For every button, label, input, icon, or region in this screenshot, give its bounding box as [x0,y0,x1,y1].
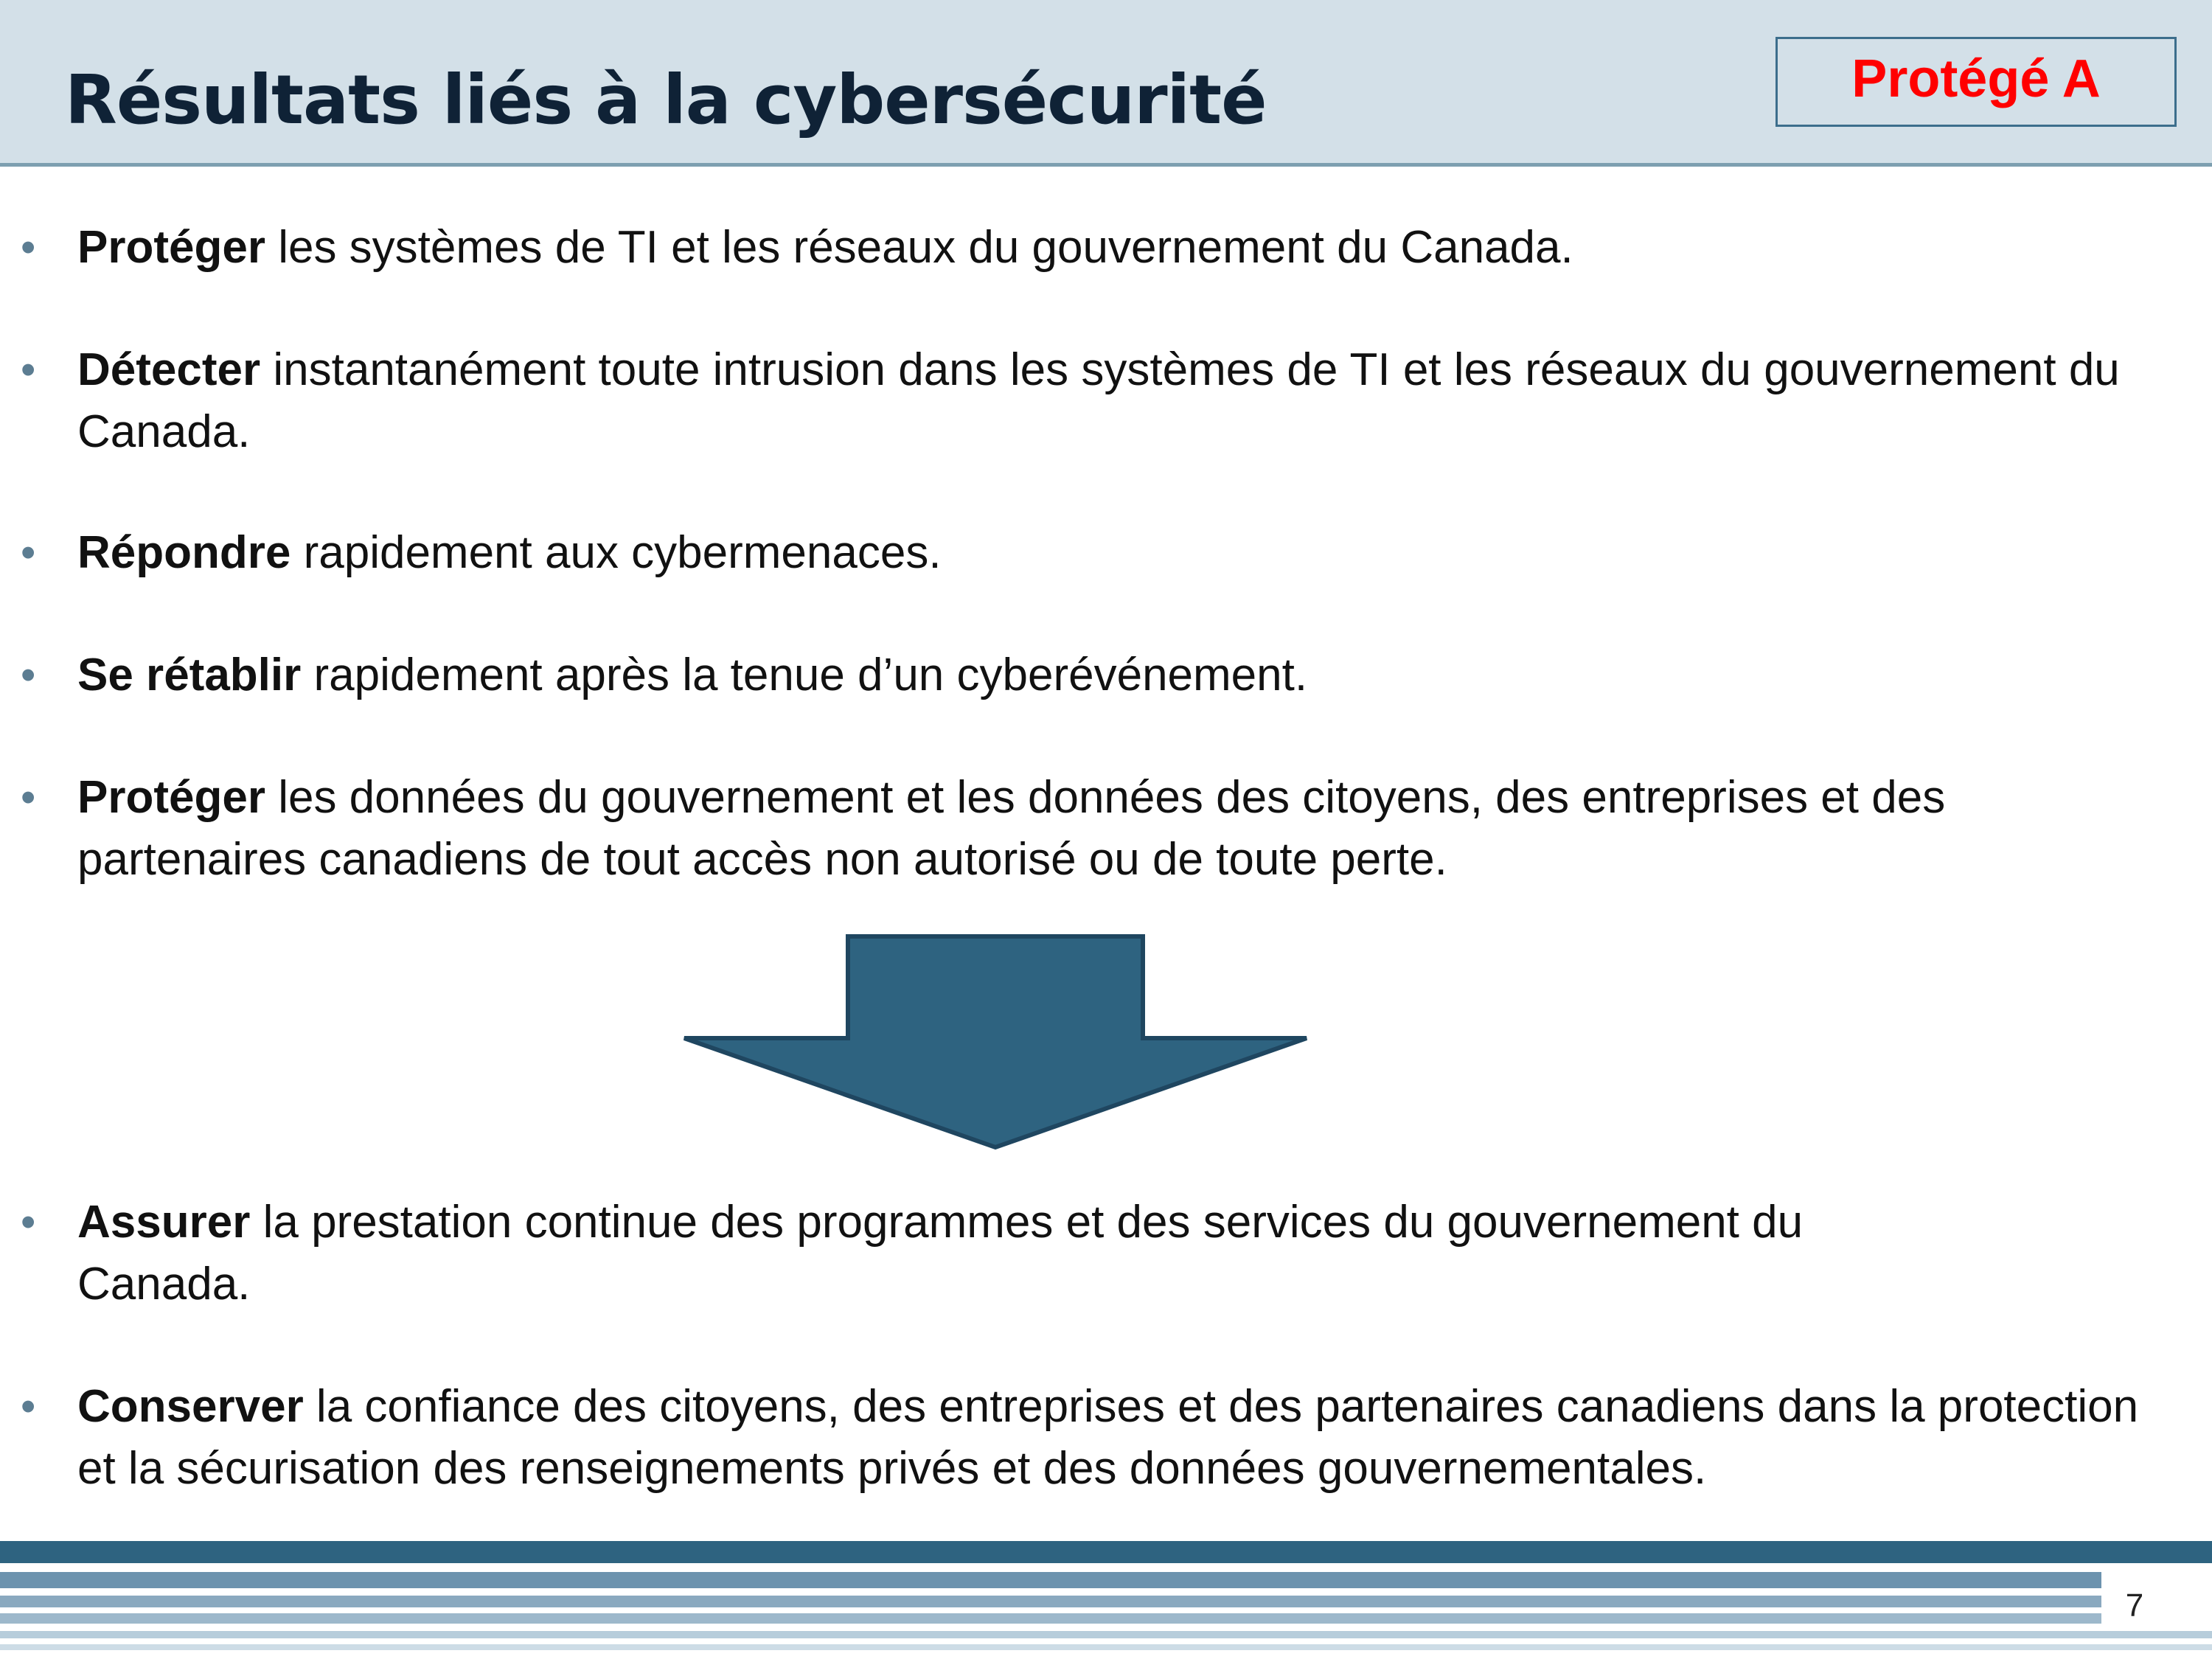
bullet-text: rapidement après la tenue d’un cyberévénement. [301,650,1308,700]
page-number: 7 [2109,1584,2160,1628]
bullet-keyword: Détecter [77,344,261,395]
bullet-marker: • [21,773,36,821]
bullet-keyword: Répondre [77,527,291,578]
bullet-marker: • [21,346,36,394]
footer-stripe [0,1613,2101,1624]
bullet-keyword: Protéger [77,772,265,823]
bullet-text: la confiance des citoyens, des entreprises et des partenaires canadiens dans la protection et la sécurisation des renseignements privés et des données gouvernementales. [77,1381,2139,1494]
bullet-text: les données du gouvernement et les données des citoyens, des entreprises et des partenaires canadiens de tout accès non autorisé ou de toute perte. [77,772,1946,885]
bullet-marker: • [21,529,36,577]
footer-stripe [0,1541,2212,1563]
bullet-text: instantanément toute intrusion dans les systèmes de TI et les réseaux du gouvernement du Canada. [77,344,2120,457]
bullet-text: les systèmes de TI et les réseaux du gouvernement du Canada. [265,222,1573,273]
bullet-marker: • [21,651,36,699]
bullet-text: la prestation continue des programmes et des services du gouvernement du Canada. [77,1197,1804,1310]
bullet-keyword: Se rétablir [77,650,302,700]
slide-header [0,0,2212,167]
bullet-keyword: Conserver [77,1381,304,1432]
footer-stripes [0,1541,2212,1659]
bullet-marker: • [21,1198,36,1246]
bullet-marker: • [21,223,36,271]
down-arrow-icon [682,931,1309,1152]
footer-stripe [0,1572,2101,1588]
footer-stripe [0,1596,2101,1607]
classification-label: Protégé A [1775,37,2177,127]
bullet-keyword: Protéger [77,222,265,273]
bullet-marker: • [21,1382,36,1430]
footer-stripe [0,1631,2212,1638]
bullet-keyword: Assurer [77,1197,251,1248]
footer-stripe [0,1644,2212,1650]
bullet-text: rapidement aux cybermenaces. [291,527,942,578]
slide-title: Résultats liés à la cybersécurité [65,60,1267,139]
